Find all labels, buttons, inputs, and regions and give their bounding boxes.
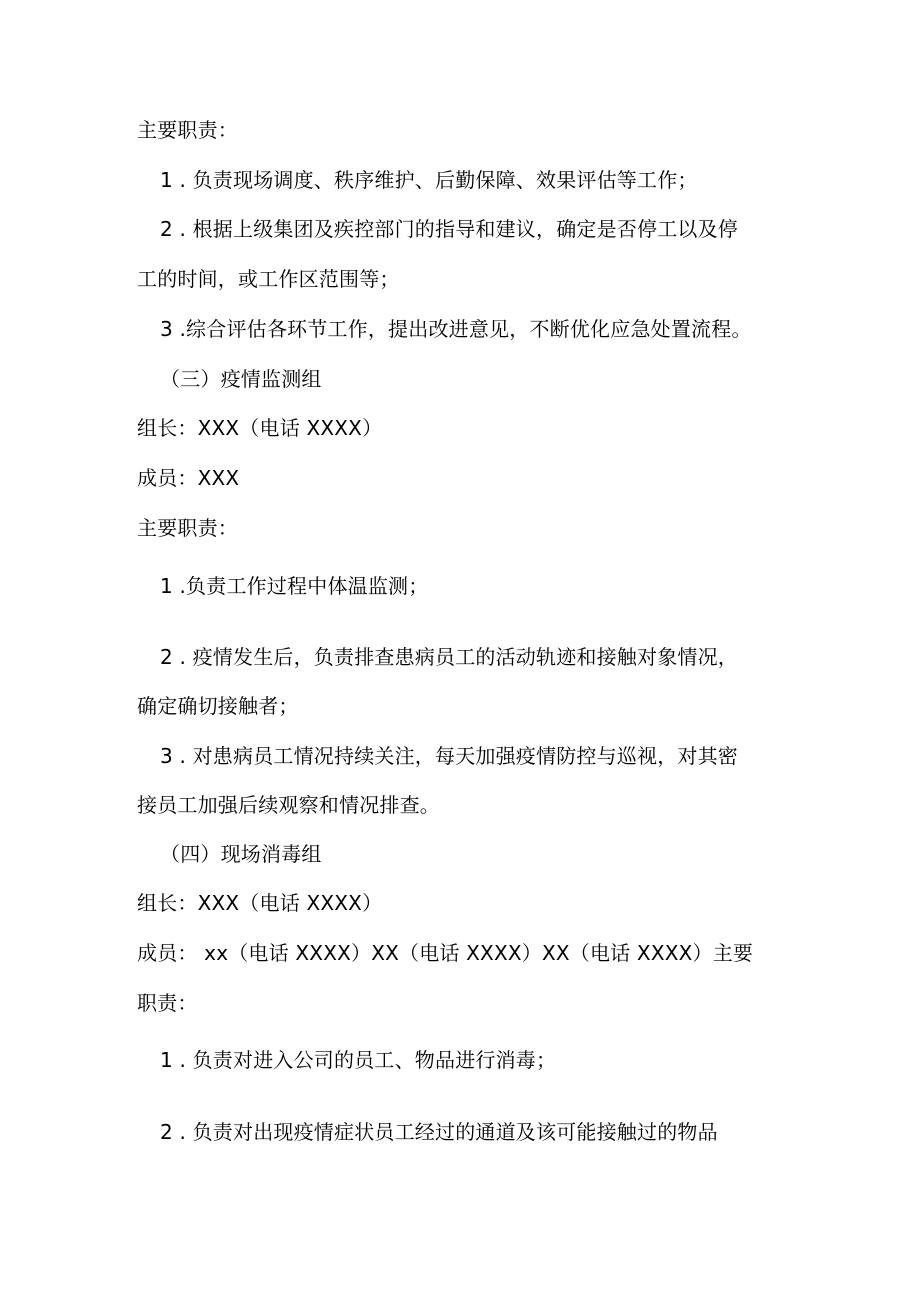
monitoring-item-2: 2 . 疫情发生后，负责排查患病员工的活动轨迹和接触对象情况， — [160, 645, 738, 669]
duty-item-1: 1 . 负责现场调度、秩序维护、后勤保障、效果评估等工作； — [160, 168, 698, 192]
monitoring-item-2-continued: 确定确切接触者； — [137, 694, 299, 718]
duty-item-2: 2 . 根据上级集团及疾控部门的指导和建议，确定是否停工以及停 — [160, 217, 738, 241]
group-leader-disinfection: 组长：XXX（电话 XXXX） — [137, 891, 383, 915]
disinfection-item-1: 1 . 负责对进入公司的员工、物品进行消毒； — [160, 1048, 557, 1072]
duties-heading-1: 主要职责： — [137, 118, 238, 142]
disinfection-item-2: 2 . 负责对出现疫情症状员工经过的通道及该可能接触过的物品 — [160, 1120, 718, 1144]
duties-heading-2: 主要职责： — [137, 516, 238, 540]
section-heading-monitoring: （三）疫情监测组 — [160, 367, 322, 391]
group-members-monitoring: 成员：XXX — [137, 466, 240, 490]
monitoring-item-3: 3 . 对患病员工情况持续关注，每天加强疫情防控与巡视，对其密 — [160, 744, 738, 768]
group-members-disinfection: 成员： xx（电话 XXXX）XX（电话 XXXX）XX（电话 XXXX）主要 — [137, 941, 754, 965]
section-heading-disinfection: （四）现场消毒组 — [160, 842, 322, 866]
duty-item-2-continued: 工的时间，或工作区范围等； — [137, 267, 400, 291]
group-leader-monitoring: 组长：XXX（电话 XXXX） — [137, 416, 383, 440]
monitoring-item-3-continued: 接员工加强后续观察和情况排查。 — [137, 793, 440, 817]
duty-item-3: 3 .综合评估各环节工作，提出改进意见，不断优化应急处置流程。 — [160, 317, 752, 341]
duties-heading-3: 职责： — [137, 991, 198, 1015]
monitoring-item-1: 1 .负责工作过程中体温监测； — [160, 574, 429, 598]
